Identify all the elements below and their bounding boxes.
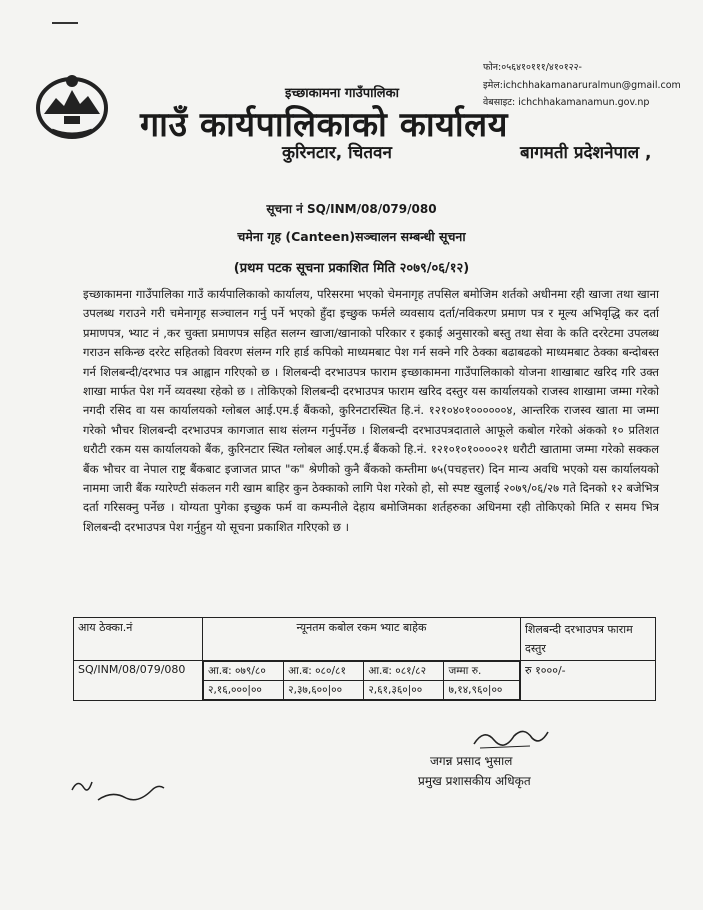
phone-text: फोन:०५६४१०१११/४१०१२२- xyxy=(483,62,582,73)
header-contract-no: आय ठेक्का.नं xyxy=(74,618,203,661)
year3-amount: २,६१,३६०|०० xyxy=(364,681,444,700)
bid-amounts-table xyxy=(203,661,520,700)
municipality-name: इच्छाकामना गाउँपालिका xyxy=(285,86,399,101)
first-published-date: (प्रथम पटक सूचना प्रकाशित मिति २०७९/०६/१२) xyxy=(233,261,470,276)
email-text: इमेल:ichchhakamanaruralmun@gmail.com xyxy=(483,80,681,91)
year2-amount: २,३७,६००|०० xyxy=(284,681,364,700)
office-title: गाउँ कार्यपालिकाको कार्यालय xyxy=(140,105,508,145)
total-amount: ७,१४,९६०|०० xyxy=(444,681,520,700)
header-form-fee: शिलबन्दी दरभाउपत्र फाराम दस्तुर xyxy=(521,618,656,661)
handwritten-initials xyxy=(68,760,168,810)
year1-label: आ.ब: ०७९/८० xyxy=(204,662,284,681)
notice-number: सूचना नं SQ/INM/08/079/080 xyxy=(266,202,437,216)
notice-body: इच्छाकामना गाउँपालिका गाउँ कार्यपालिकाको कार्यालय, परिसरमा भएको चेमनागृह तपसिल बमोजिम शर्तको अधीनमा रही खाजा तथा खाना उपलब्ध गराउने गरी चमेनागृह सञ्चालन गर्नु पर्ने भएको हुँदा इच्छुक फर्मले व्यवसाय दर्ता/नविकरण प्रमाण पत्र र मूल्य अभिवृद्धि कर दर्ता प्रमाणपत्र, भ्याट नं ,कर चुक्ता प्रमाणपत्र सहित सलग्न खाजा/खानाको परिकार र इकाई अनुसारको बस्तु तथा सेवा के कति दररेटमा उपलब्ध गराउन सकिन्छ दररेट सहितको विवरण संलग्न गरि हार्ड कपिको माध्यमबाट पेश गर्न सक्ने गरि ठेक्का बढाबढको माध्यमबाट ठेक्का बन्दोबस्त गर्न शिलबन्दी/दरभाउ पत्र आह्वान गरिएको छ । शिलबन्दी दरभाउपत्र फाराम इच्छाकामना गाउँपालिकाको योजना शाखाबाट खरिद गरि उक्त शाखा मार्फत पेश गर्ने व्यवस्था रहेको छ । तोकिएको शिलबन्दी दरभाउपत्र फाराम खरिद दस्तुर यस कार्यालयको राजस्व शाखामा जम्मा गरेको नगदी रसिद वा यस कार्यालयको ग्लोबल आई.एम.ई बैंकको, कुरिनटारस्थित हि.नं. १२१०४०१००००००४, आन्तरिक राजस्व खाता मा जम्मा गरेको भौचर शिलबन्दी दरभाउपत्र कागजात साथ संलग्न गर्नुपर्नेछ । शिलबन्दी दरभाउपत्रदाताले आफूले कबोल गरेको अंकको १० प्रतिशत धरौटी रकम यस कार्यालयको बैंक, कुरिनटार स्थित ग्लोबल आई.एम.ई बैंकको हि.नं. १२१०१०१००००२१ धरौटी खातामा जम्मा गरेको सक्कल बैंक भौचर वा नेपाल राष्ट्र बैंकबाट इजाजत प्राप्त "क" श्रेणीको कुनै बैंकको कम्तीमा ७५(पचहत्तर) दिन मान्य अवधि भएको यस कार्यालयको नाममा जारी बैंक ग्यारेण्टी संकलन गरी खाम बाहिर कुन ठेक्काको लागि पेश गरेको हो, सो स्पष्ट खुलाई २०७९/०६/२७ गते दिनको १२ बजेभित्र दर्ता गरिसक्नु पर्नेछ । योग्यता पुगेका इच्छुक फर्म वा कम्पनीले देहाय बमोजिमका शर्तहरुका अधिनमा रही तोकिएको मिति र समय भित्र शिलबन्दी दरभाउपत्र पेश गर्नुहुन यो सूचना प्रकाशित गरिएको छ । xyxy=(83,287,659,534)
contract-table xyxy=(73,617,656,701)
scan-mark xyxy=(52,22,78,24)
year3-label: आ.ब: ०८१/८२ xyxy=(364,662,444,681)
province-label: बागमती प्रदेशनेपाल , xyxy=(520,143,652,163)
year1-amount: २,१६,०००|०० xyxy=(204,681,284,700)
signatory-name: जगन्न प्रसाद भुसाल xyxy=(430,754,513,768)
year2-label: आ.ब: ०८०/८१ xyxy=(284,662,364,681)
office-location: कुरिनटार, चितवन xyxy=(282,143,392,163)
nepal-emblem-icon xyxy=(34,70,110,140)
form-fee-cell: रु १०००/- xyxy=(521,661,656,701)
notice-subject: चमेना गृह (Canteen)सञ्चालन सम्बन्धी सूचना xyxy=(237,229,466,244)
header-min-bid: न्यूनतम कबोल रकम भ्याट बाहेक xyxy=(203,618,521,661)
contract-number-cell: SQ/INM/08/079/080 xyxy=(74,661,203,701)
website-text: वेबसाइट: ichchhakamanamun.gov.np xyxy=(483,97,650,108)
total-label: जम्मा रु. xyxy=(444,662,520,681)
signatory-title: प्रमुख प्रशासकीय अधिकृत xyxy=(418,774,531,788)
signature-mark xyxy=(470,722,550,754)
bid-amounts-cell xyxy=(203,661,521,701)
